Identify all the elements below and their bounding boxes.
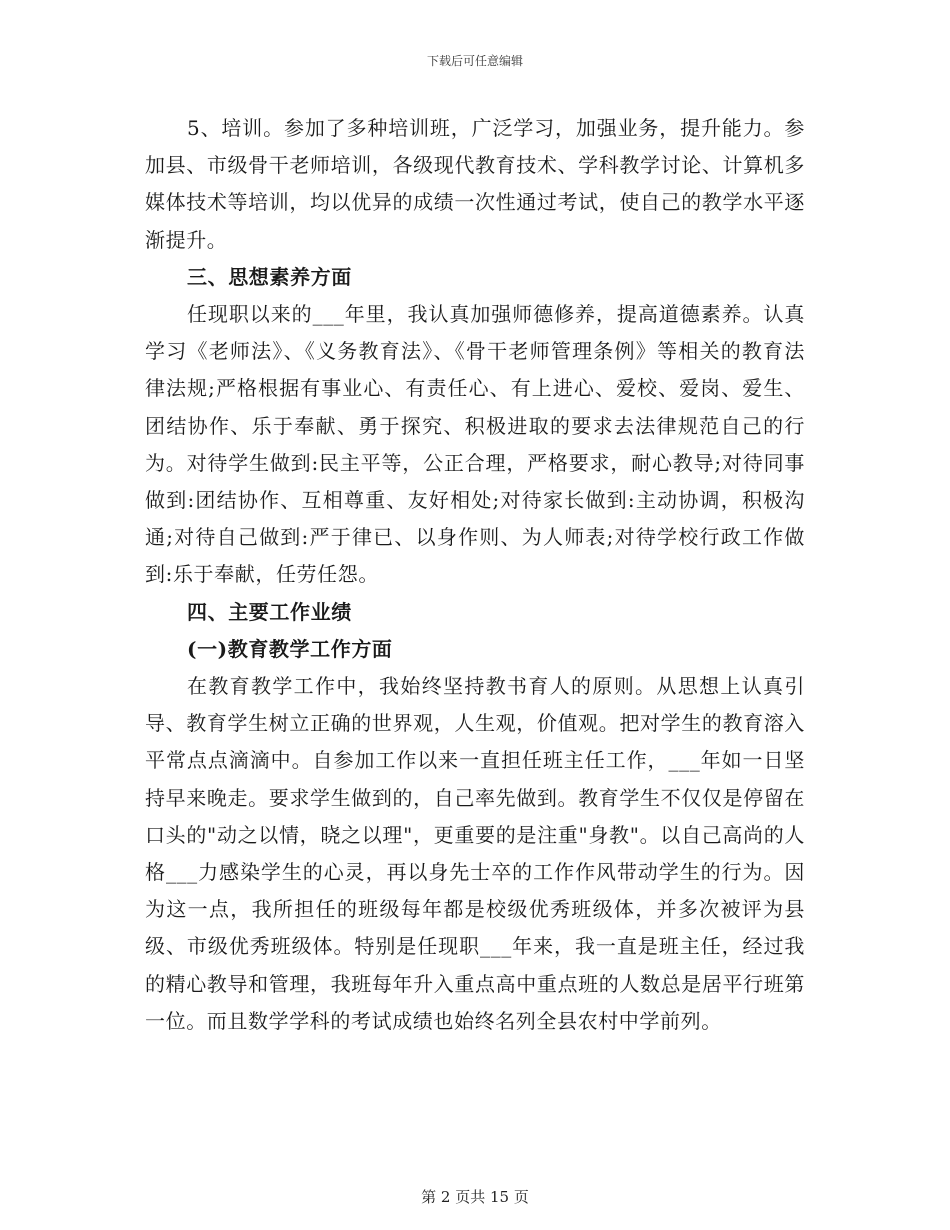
document-body xyxy=(145,110,805,1040)
paragraph-teaching: 在教育教学工作中，我始终坚持教书育人的原则。从思想上认真引导、教育学生树立正确的世界观，人生观，价值观。把对学生的教育溶入平常点点滴滴中。自参加工作以来一直担任班主任工作，___年如一日坚持早来晚走。要求学生做到的，自己率先做到。教育学生不仅仅是停留在口头的"动之以情，晓之以理"，更重要的是注重"身教"。以自己高尚的人格___力感染学生的心灵，再以身先士卒的工作作风带动学生的行为。因为这一点，我所担任的班级每年都是校级优秀班级体，并多次被评为县级、市级优秀班级体。特别是任现职___年来，我一直是班主任，经过我的精心教导和管理，我班每年升入重点高中重点班的人数总是居平行班第一位。而且数学学科的考试成绩也始终名列全县农村中学前列。 xyxy=(145,674,805,1033)
paragraph-training: 5、培训。参加了多种培训班，广泛学习，加强业务，提升能力。参加县、市级骨干老师培训，各级现代教育技术、学科教学讨论、计算机多媒体技术等培训，均以优异的成绩一次性通过考试，使自己的教学水平逐渐提升。 xyxy=(145,116,805,252)
subsection-heading-teaching: (一)教育教学工作方面 xyxy=(187,636,393,661)
paragraph-ideology: 任现职以来的___年里，我认真加强师德修养，提高道德素养。认真学习《老师法》、《义务教育法》、《骨干老师管理条例》等相关的教育法律法规;严格根据有事业心、有责任心、有上进心、爱校、爱岗、爱生、团结协作、乐于奉献、勇于探究、积极进取的要求去法律规范自己的行为。对待学生做到:民主平等，公正合理，严格要求，耐心教导;对待同事做到:团结协作、互相尊重、友好相处;对待家长做到:主动协调，积极沟通;对待自己做到:严于律已、以身作则、为人师表;对待学校行政工作做到:乐于奉献，任劳任怨。 xyxy=(145,302,805,587)
section-heading-achievements: 四、主要工作业绩 xyxy=(187,599,352,624)
page-header: 下载后可任意编辑 xyxy=(426,54,523,68)
page-number: 第 2 页共 15 页 xyxy=(421,1188,529,1206)
section-heading-ideology: 三、思想素养方面 xyxy=(187,264,352,289)
